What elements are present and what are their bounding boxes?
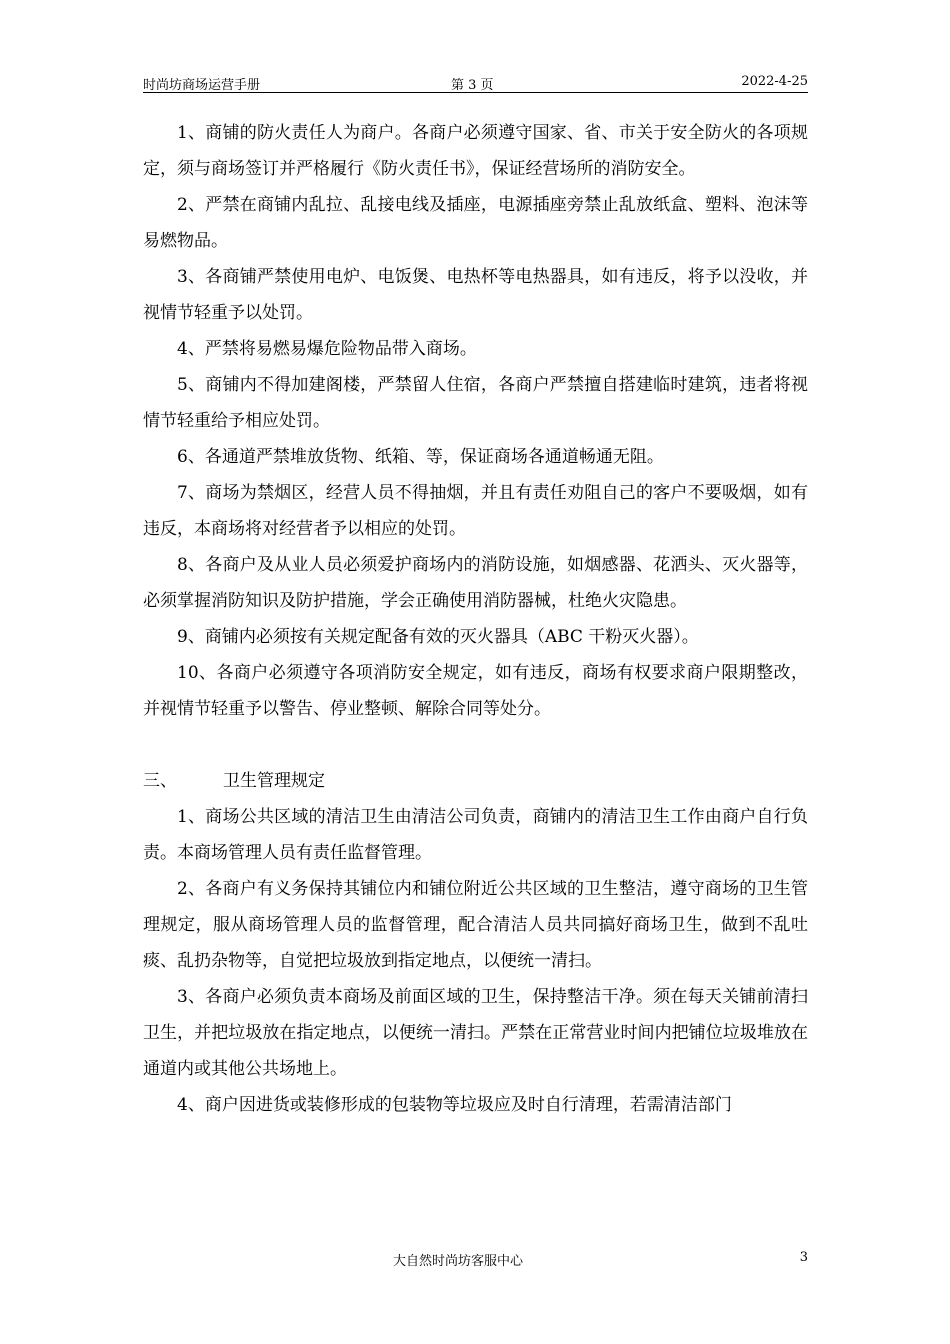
fire-rule-10: 10、各商户必须遵守各项消防安全规定，如有违反，商场有权要求商户限期整改，并视情节轻重予以警告、停业整顿、解除合同等处分。 [143,663,808,719]
hygiene-rule-4: 4、商户因进货或装修形成的包装物等垃圾应及时自行清理，若需清洁部门 [177,1095,732,1115]
fire-rule-1: 1、商铺的防火责任人为商户。各商户必须遵守国家、省、市关于安全防火的各项规定，须与商场签订并严格履行《防火责任书》，保证经营场所的消防安全。 [143,123,808,179]
footer-page-number: 3 [799,1250,808,1265]
page-footer [143,1250,808,1270]
fire-rule-2: 2、严禁在商铺内乱拉、乱接电线及插座，电源插座旁禁止乱放纸盒、塑料、泡沫等易燃物品。 [143,195,808,251]
hygiene-rule-2: 2、各商户有义务保持其铺位内和铺位附近公共区域的卫生整洁，遵守商场的卫生管理规定，服从商场管理人员的监督管理，配合清洁人员共同搞好商场卫生，做到不乱吐痰、乱扔杂物等，自觉把垃圾放到指定地点，以便统一清扫。 [143,879,808,971]
section-heading [143,763,808,799]
footer-center-text: 大自然时尚坊客服中心 [393,1254,524,1269]
fire-rule-3: 3、各商铺严禁使用电炉、电饭煲、电热杯等电热器具，如有违反，将予以没收，并视情节轻重予以处罚。 [143,267,808,323]
fire-rule-6: 6、各通道严禁堆放货物、纸箱、等，保证商场各通道畅通无阻。 [177,447,664,467]
header-title: 时尚坊商场运营手册 [143,78,261,93]
fire-rule-7: 7、商场为禁烟区，经营人员不得抽烟，并且有责任劝阻自己的客户不要吸烟，如有违反，本商场将对经营者予以相应的处罚。 [143,483,808,539]
fire-rule-8: 8、各商户及从业人员必须爱护商场内的消防设施，如烟感器、花洒头、灭火器等，必须掌握消防知识及防护措施，学会正确使用消防器械，杜绝火灾隐患。 [143,555,808,611]
hygiene-rule-1: 1、商场公共区域的清洁卫生由清洁公司负责，商铺内的清洁卫生工作由商户自行负责。本商场管理人员有责任监督管理。 [143,807,808,863]
hygiene-rule-3: 3、各商户必须负责本商场及前面区域的卫生，保持整洁干净。须在每天关铺前清扫卫生，并把垃圾放在指定地点，以便统一清扫。严禁在正常营业时间内把铺位垃圾堆放在通道内或其他公共场地上。 [143,987,808,1079]
fire-rule-9: 9、商铺内必须按有关规定配备有效的灭火器具（ABC 干粉灭火器）。 [177,627,699,647]
section-title: 卫生管理规定 [223,771,325,791]
section-number: 三、 [143,771,177,791]
document-body [143,115,808,1123]
header-date: 2022-4-25 [741,74,808,89]
header-page-label: 第 3 页 [451,78,494,93]
fire-rule-4: 4、严禁将易燃易爆危险物品带入商场。 [177,339,477,359]
page-header [143,70,808,93]
fire-rule-5: 5、商铺内不得加建阁楼，严禁留人住宿，各商户严禁擅自搭建临时建筑，违者将视情节轻重给予相应处罚。 [143,375,808,431]
